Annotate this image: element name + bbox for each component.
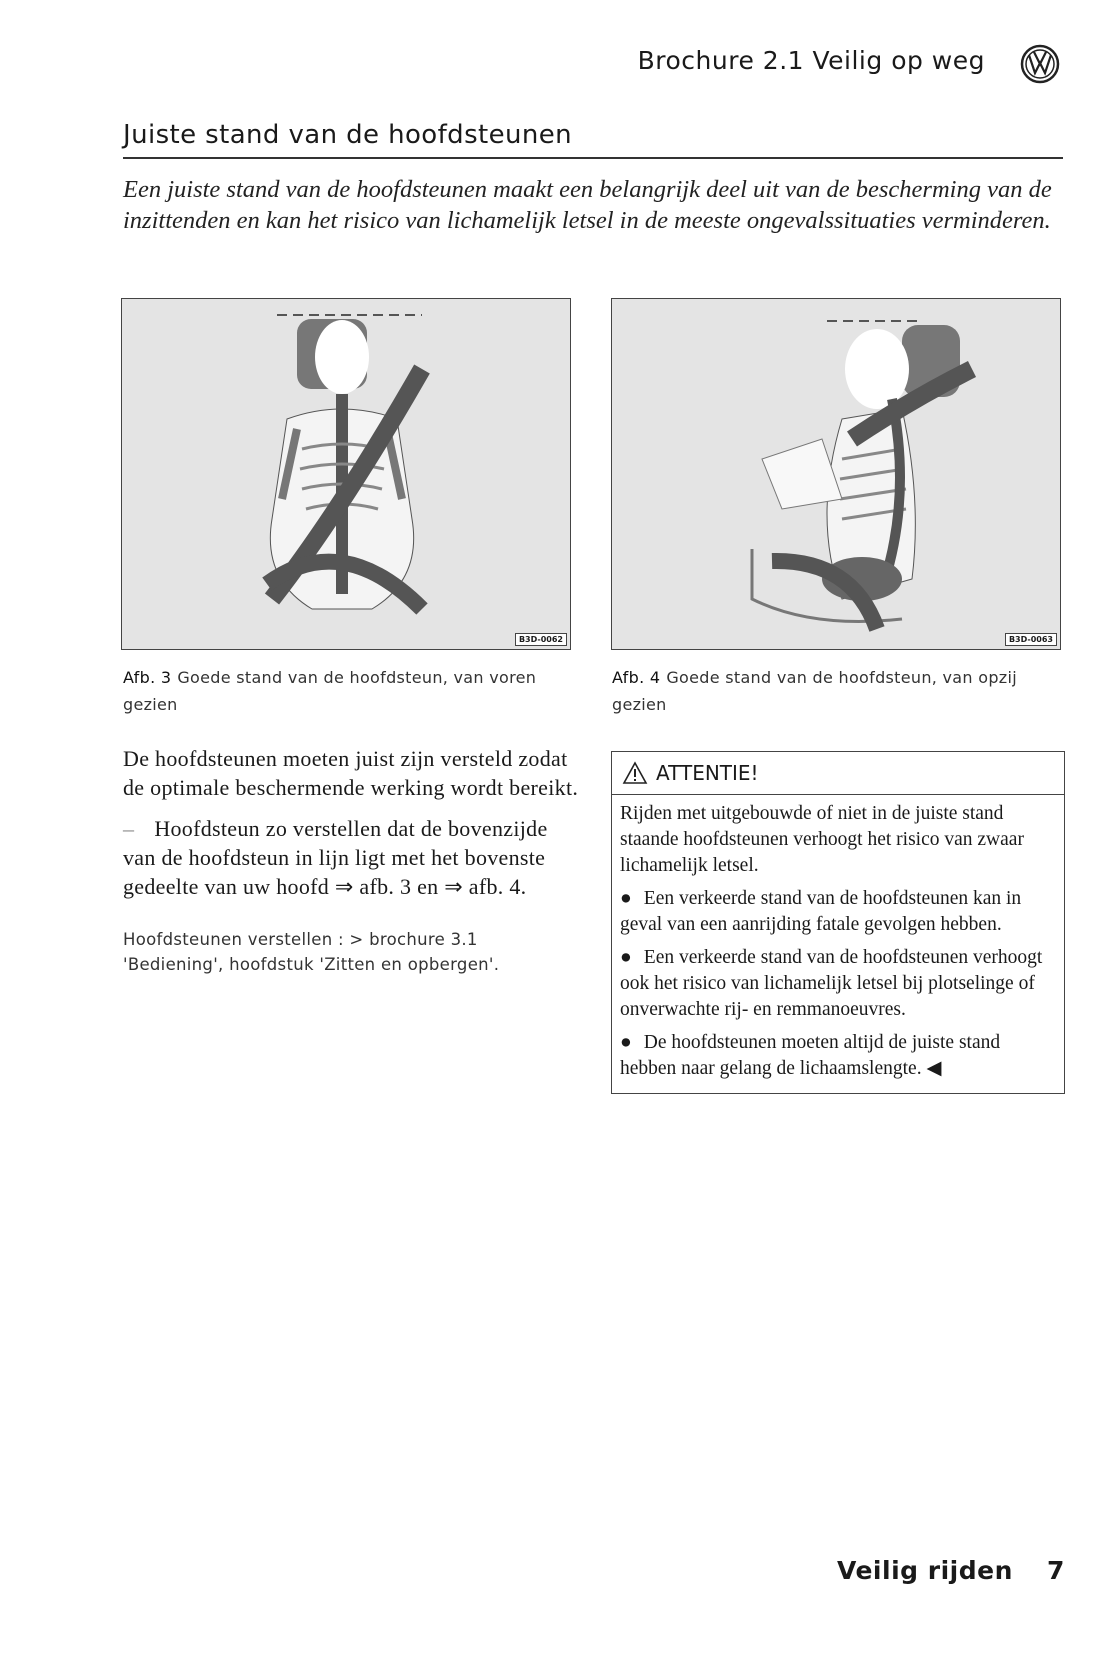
figure-caption <box>612 664 1062 718</box>
figure-front-view <box>121 298 571 650</box>
figure-label: Afb. 4 <box>612 668 661 687</box>
warning-triangle-icon <box>622 761 648 785</box>
step-text: Hoofdsteun zo verstellen dat de bovenzijde van de hoofdsteun in lijn ligt met het bovenste gedeelte van uw hoofd ⇒ afb. 3 en ⇒ afb. 4. <box>123 816 548 899</box>
warning-body <box>612 795 1064 1093</box>
footer-section: Veilig rijden <box>837 1556 1013 1585</box>
intro-paragraph: Een juiste stand van de hoofdsteunen maakt een belangrijk deel uit van de bescherming van de inzittenden en kan het risico van lichamelijk letsel in de meeste ongevalssituaties verminderen. <box>123 176 1052 234</box>
bullet-text: De hoofdsteunen moeten altijd de juiste stand hebben naar gelang de lichaamslengte. ◀ <box>620 1032 1001 1079</box>
warning-title: ATTENTIE! <box>656 761 759 785</box>
warning-intro: Rijden met uitgebouwde of niet in de juiste stand staande hoofdsteunen verhoogt het risico van zwaar lichamelijk letsel. <box>620 803 1024 876</box>
warning-box <box>611 751 1065 1094</box>
caption-text: Goede stand van de hoofdsteun, van voren gezien <box>123 668 537 714</box>
bullet-icon: ● <box>620 888 632 909</box>
bullet-text: Een verkeerde stand van de hoofdsteunen kan in geval van een aanrijding fatale gevolgen hebben. <box>620 888 1022 935</box>
figure-caption <box>123 664 573 718</box>
warning-bullet <box>620 1030 1056 1082</box>
figure-side-view <box>611 298 1061 650</box>
side-view-illustration <box>612 299 1061 650</box>
warning-header <box>612 752 1064 795</box>
body-paragraph: De hoofdsteunen moeten juist zijn versteld zodat de optimale beschermende werking wordt bereikt. <box>123 746 579 800</box>
figure-code: B3D-0062 <box>515 633 567 646</box>
step-dash: – <box>123 816 135 841</box>
vw-logo-icon <box>1020 44 1060 84</box>
figure-label: Afb. 3 <box>123 668 172 687</box>
front-view-illustration <box>122 299 571 650</box>
caption-text: Goede stand van de hoofdsteun, van opzij gezien <box>612 668 1017 714</box>
warning-bullet <box>620 886 1056 938</box>
bullet-icon: ● <box>620 1032 632 1053</box>
bullet-text: Een verkeerde stand van de hoofdsteunen verhoogt ook het risico van lichamelijk letsel bij plotselinge of onverwachte rij- en remmanoeuvres. <box>620 947 1043 1020</box>
body-text <box>123 744 583 977</box>
bullet-icon: ● <box>620 947 632 968</box>
warning-bullet <box>620 945 1056 1023</box>
page-title: Juiste stand van de hoofdsteunen <box>123 120 573 150</box>
figure-code: B3D-0063 <box>1005 633 1057 646</box>
cross-reference-note: Hoofdsteunen verstellen : > brochure 3.1 'Bediening', hoofdstuk 'Zitten en opbergen'. <box>123 930 500 974</box>
brochure-header: Brochure 2.1 Veilig op weg <box>637 46 985 75</box>
title-divider <box>123 157 1063 159</box>
instruction-step <box>123 814 583 901</box>
page-number: 7 <box>1047 1556 1065 1585</box>
